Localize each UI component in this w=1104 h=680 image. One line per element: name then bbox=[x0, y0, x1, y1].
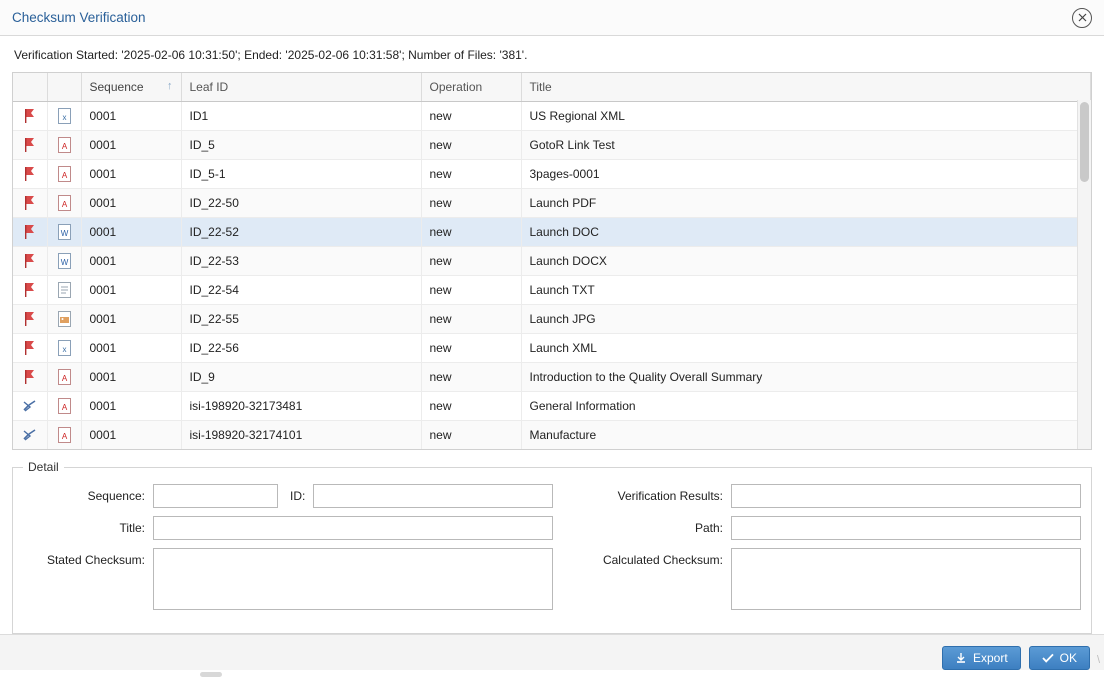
row-status-icon-cell bbox=[13, 218, 47, 247]
row-type-icon-cell bbox=[47, 276, 81, 305]
check-icon bbox=[1042, 652, 1054, 664]
row-leaf-id: ID_5-1 bbox=[181, 160, 421, 189]
table-row[interactable] bbox=[13, 160, 1091, 189]
row-operation: new bbox=[421, 160, 521, 189]
xml-file-icon bbox=[58, 340, 71, 356]
table-row[interactable] bbox=[13, 363, 1091, 392]
row-sequence: 0001 bbox=[81, 102, 181, 131]
id-label: ID: bbox=[290, 489, 306, 503]
error-flag-icon bbox=[23, 282, 37, 298]
detail-legend: Detail bbox=[28, 460, 59, 474]
pdf-file-icon bbox=[58, 398, 71, 414]
grid-scrollbar-thumb[interactable] bbox=[1080, 102, 1089, 182]
row-status-icon-cell bbox=[13, 160, 47, 189]
sort-ascending-icon: ↑ bbox=[167, 80, 173, 92]
svg-text:A: A bbox=[61, 171, 67, 180]
row-type-icon-cell bbox=[47, 218, 81, 247]
link-icon bbox=[22, 398, 38, 414]
table-row[interactable] bbox=[13, 189, 1091, 218]
path-label: Path: bbox=[694, 521, 723, 535]
svg-text:A: A bbox=[61, 142, 67, 151]
verification-results-input[interactable] bbox=[731, 484, 1081, 508]
row-sequence: 0001 bbox=[81, 305, 181, 334]
row-leaf-id: isi-198920-32174101 bbox=[181, 421, 421, 450]
pdf-file-icon bbox=[58, 166, 71, 182]
title-label: Title: bbox=[119, 521, 145, 535]
table-header-row bbox=[13, 73, 1091, 102]
column-header-sequence-label: Sequence bbox=[89, 80, 144, 94]
row-type-icon-cell bbox=[47, 131, 81, 160]
export-button-label: Export bbox=[972, 650, 1008, 665]
error-flag-icon bbox=[23, 311, 37, 327]
row-operation: new bbox=[421, 189, 521, 218]
image-file-icon bbox=[58, 311, 71, 327]
row-sequence: 0001 bbox=[81, 421, 181, 450]
row-leaf-id: ID_9 bbox=[181, 363, 421, 392]
svg-text:A: A bbox=[61, 200, 67, 209]
stated-checksum-row bbox=[153, 548, 553, 610]
table-row[interactable] bbox=[13, 276, 1091, 305]
close-icon[interactable] bbox=[1072, 8, 1092, 28]
row-status-icon-cell bbox=[13, 102, 47, 131]
row-leaf-id: ID_5 bbox=[181, 131, 421, 160]
row-title: US Regional XML bbox=[521, 102, 1091, 131]
row-title: Manufacture bbox=[521, 421, 1091, 450]
export-button[interactable] bbox=[942, 646, 1021, 670]
verification-results-label: Verification Results: bbox=[617, 489, 723, 503]
column-header-leaf-id[interactable]: Leaf ID bbox=[181, 73, 421, 102]
stated-checksum-textarea[interactable] bbox=[153, 548, 553, 610]
verification-results-row bbox=[553, 484, 1081, 508]
row-type-icon-cell bbox=[47, 421, 81, 450]
row-operation: new bbox=[421, 305, 521, 334]
dialog-titlebar bbox=[0, 0, 1104, 36]
row-operation: new bbox=[421, 392, 521, 421]
column-header-status[interactable] bbox=[13, 73, 47, 102]
row-type-icon-cell bbox=[47, 102, 81, 131]
results-table bbox=[13, 73, 1091, 450]
row-type-icon-cell bbox=[47, 160, 81, 189]
row-sequence: 0001 bbox=[81, 189, 181, 218]
table-row[interactable] bbox=[13, 218, 1091, 247]
ok-button[interactable] bbox=[1029, 646, 1090, 670]
table-body bbox=[13, 102, 1091, 450]
row-leaf-id: ID_22-55 bbox=[181, 305, 421, 334]
sequence-id-row bbox=[153, 484, 553, 508]
pdf-file-icon bbox=[58, 427, 71, 443]
verification-summary: Verification Started: '2025-02-06 10:31:50'; Ended: '2025-02-06 10:31:58'; Number of Files: '381'. bbox=[14, 48, 528, 62]
svg-text:W: W bbox=[60, 258, 68, 267]
row-sequence: 0001 bbox=[81, 392, 181, 421]
table-row[interactable] bbox=[13, 247, 1091, 276]
svg-text:A: A bbox=[61, 432, 67, 441]
row-operation: new bbox=[421, 334, 521, 363]
export-download-icon bbox=[955, 652, 967, 664]
row-status-icon-cell bbox=[13, 131, 47, 160]
row-sequence: 0001 bbox=[81, 276, 181, 305]
row-title: GotoR Link Test bbox=[521, 131, 1091, 160]
row-leaf-id: ID_22-56 bbox=[181, 334, 421, 363]
row-operation: new bbox=[421, 131, 521, 160]
row-leaf-id: ID1 bbox=[181, 102, 421, 131]
row-type-icon-cell bbox=[47, 189, 81, 218]
error-flag-icon bbox=[23, 253, 37, 269]
row-status-icon-cell bbox=[13, 421, 47, 450]
horizontal-scrollbar-thumb[interactable] bbox=[200, 672, 222, 677]
row-type-icon-cell bbox=[47, 392, 81, 421]
column-header-type[interactable] bbox=[47, 73, 81, 102]
row-leaf-id: isi-198920-32173481 bbox=[181, 392, 421, 421]
row-type-icon-cell bbox=[47, 334, 81, 363]
row-title: Launch XML bbox=[521, 334, 1091, 363]
row-type-icon-cell bbox=[47, 305, 81, 334]
column-header-operation[interactable]: Operation bbox=[421, 73, 521, 102]
horizontal-scrollbar[interactable] bbox=[0, 670, 1104, 680]
word-file-icon bbox=[58, 253, 71, 269]
path-input[interactable] bbox=[731, 516, 1081, 540]
row-sequence: 0001 bbox=[81, 218, 181, 247]
detail-panel bbox=[12, 460, 1092, 634]
sequence-label: Sequence: bbox=[87, 489, 145, 503]
column-header-title[interactable]: Title bbox=[521, 73, 1091, 102]
table-row[interactable] bbox=[13, 334, 1091, 363]
row-status-icon-cell bbox=[13, 334, 47, 363]
title-input[interactable] bbox=[153, 516, 553, 540]
table-row[interactable] bbox=[13, 421, 1091, 450]
row-sequence: 0001 bbox=[81, 131, 181, 160]
svg-text:x: x bbox=[62, 113, 66, 122]
row-operation: new bbox=[421, 363, 521, 392]
calculated-checksum-textarea[interactable] bbox=[731, 548, 1081, 610]
row-leaf-id: ID_22-52 bbox=[181, 218, 421, 247]
error-flag-icon bbox=[23, 369, 37, 385]
row-sequence: 0001 bbox=[81, 334, 181, 363]
row-title: Launch TXT bbox=[521, 276, 1091, 305]
row-operation: new bbox=[421, 421, 521, 450]
page-title: Checksum Verification bbox=[12, 10, 146, 25]
row-operation: new bbox=[421, 276, 521, 305]
pdf-file-icon bbox=[58, 369, 71, 385]
row-status-icon-cell bbox=[13, 392, 47, 421]
row-sequence: 0001 bbox=[81, 363, 181, 392]
id-input[interactable] bbox=[313, 484, 553, 508]
row-type-icon-cell bbox=[47, 363, 81, 392]
table-row[interactable] bbox=[13, 305, 1091, 334]
svg-text:A: A bbox=[61, 403, 67, 412]
row-title: Introduction to the Quality Overall Summary bbox=[521, 363, 1091, 392]
grid-vertical-scrollbar[interactable] bbox=[1077, 100, 1091, 449]
table-row[interactable] bbox=[13, 131, 1091, 160]
calculated-checksum-row bbox=[553, 548, 1081, 610]
row-operation: new bbox=[421, 218, 521, 247]
word-file-icon bbox=[58, 224, 71, 240]
error-flag-icon bbox=[23, 108, 37, 124]
table-row[interactable] bbox=[13, 392, 1091, 421]
table-row[interactable] bbox=[13, 102, 1091, 131]
error-flag-icon bbox=[23, 224, 37, 240]
column-header-sequence[interactable] bbox=[81, 73, 181, 102]
svg-text:x: x bbox=[62, 345, 66, 354]
calculated-checksum-label: Calculated Checksum: bbox=[602, 553, 723, 567]
row-leaf-id: ID_22-50 bbox=[181, 189, 421, 218]
error-flag-icon bbox=[23, 195, 37, 211]
resize-grip[interactable]: \ bbox=[1096, 654, 1100, 666]
row-status-icon-cell bbox=[13, 189, 47, 218]
row-type-icon-cell bbox=[47, 247, 81, 276]
results-grid bbox=[12, 72, 1092, 450]
ok-button-label: OK bbox=[1059, 650, 1077, 665]
row-status-icon-cell bbox=[13, 305, 47, 334]
svg-text:W: W bbox=[60, 229, 68, 238]
text-file-icon bbox=[58, 282, 71, 298]
row-status-icon-cell bbox=[13, 247, 47, 276]
sequence-input[interactable] bbox=[153, 484, 278, 508]
close-glyph bbox=[1078, 13, 1087, 22]
row-leaf-id: ID_22-53 bbox=[181, 247, 421, 276]
error-flag-icon bbox=[23, 166, 37, 182]
row-status-icon-cell bbox=[13, 363, 47, 392]
error-flag-icon bbox=[23, 137, 37, 153]
detail-fields bbox=[23, 484, 1081, 610]
path-row bbox=[553, 516, 1081, 540]
row-title: 3pages-0001 bbox=[521, 160, 1091, 189]
svg-text:A: A bbox=[61, 374, 67, 383]
row-title: Launch JPG bbox=[521, 305, 1091, 334]
pdf-file-icon bbox=[58, 137, 71, 153]
error-flag-icon bbox=[23, 340, 37, 356]
xml-file-icon bbox=[58, 108, 71, 124]
title-row bbox=[153, 516, 553, 540]
row-title: Launch DOCX bbox=[521, 247, 1091, 276]
row-operation: new bbox=[421, 102, 521, 131]
row-title: Launch PDF bbox=[521, 189, 1091, 218]
stated-checksum-label: Stated Checksum: bbox=[46, 553, 145, 567]
row-sequence: 0001 bbox=[81, 160, 181, 189]
pdf-file-icon bbox=[58, 195, 71, 211]
row-title: Launch DOC bbox=[521, 218, 1091, 247]
row-title: General Information bbox=[521, 392, 1091, 421]
row-operation: new bbox=[421, 247, 521, 276]
link-icon bbox=[22, 427, 38, 443]
row-leaf-id: ID_22-54 bbox=[181, 276, 421, 305]
row-status-icon-cell bbox=[13, 276, 47, 305]
row-sequence: 0001 bbox=[81, 247, 181, 276]
